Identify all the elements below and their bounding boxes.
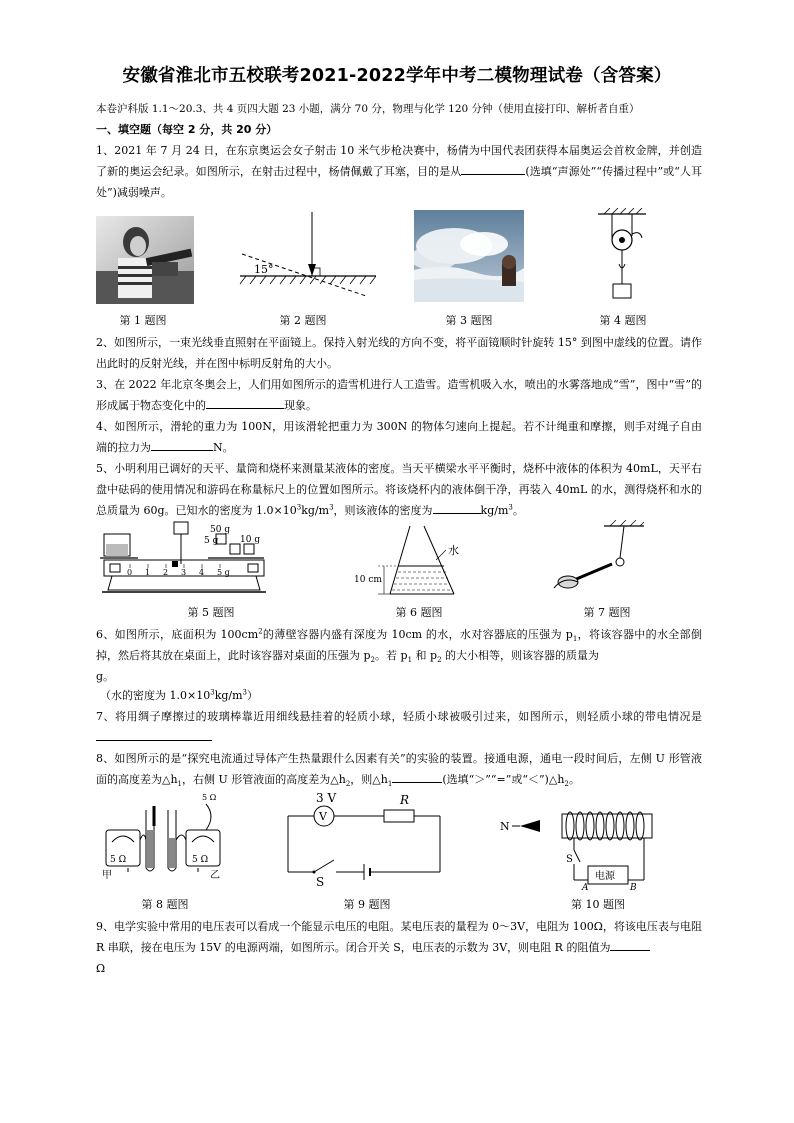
fig10-power-label: 电源 xyxy=(595,871,615,882)
figure-3-snow-machine-photo xyxy=(414,210,524,302)
fig8-label-right: 乙 xyxy=(210,870,220,880)
fig8-resistor-top: 5 Ω xyxy=(202,793,217,802)
fig5-tick-2: 2 xyxy=(163,568,169,577)
page-title: 安徽省淮北市五校联考2021-2022学年中考二模物理试卷（含答案） xyxy=(122,66,672,86)
caption-fig8: 第 8 题图 xyxy=(141,898,189,911)
question-5: 5、小明利用已调好的天平、量筒和烧杯来测量某液体的密度。当天平横梁水平平衡时，烧杯中液体的体积为 40mL，天平右盘中砝码的使用情况和游码在称量标尺上的位置如图所示。将该烧杯内的液体倒干净，再装入 40mL 的水，测得烧杯和水的总质量为 60g。已知水的密度为 $1.0\times 10^3kg/m^3$，则该液体的密度为 $kg/m^3$。 xyxy=(96,462,702,517)
caption-fig4: 第 4 题图 xyxy=(599,314,647,327)
fig9-voltage-label: 3 V xyxy=(316,791,337,805)
figure-8-heating-apparatus xyxy=(98,790,228,880)
fig9-resistor-label: R xyxy=(400,793,410,807)
section-heading: 一、填空题（每空 2 分，共 20 分） xyxy=(96,123,278,136)
fig10-terminal-b: B xyxy=(630,883,637,890)
caption-fig1: 第 1 题图 xyxy=(119,314,167,327)
figure-2-mirror-diagram xyxy=(236,210,376,300)
fig10-switch-label: S xyxy=(566,854,573,865)
caption-fig2: 第 2 题图 xyxy=(279,314,327,327)
question-8: 8、如图所示的是“探究电流通过导体产生热量跟什么因素有关”的实验的装置。接通电源，通电一段时间后，左侧 U 形管液面的高度差为$\triangle h_1$，右侧 U 形管液面的高度差为$\triangle h_2$，则$\triangle h_1$ (选填“＞”“=”或“$<”)\triangle h_2$。 xyxy=(96,752,702,789)
fig5-weight-10g: 10 g xyxy=(240,535,261,545)
intro-line: 本卷沪科版 1.1～20.3、共 4 页四大题 23 小题，满分 70 分，物理与化学 120 分钟（使用直接打印、解析者自重） xyxy=(96,103,640,115)
fig10-terminal-a: A xyxy=(582,883,589,890)
fig5-tick-4: 4 xyxy=(199,568,205,577)
fig5-weight-5g: 5 g xyxy=(204,536,219,546)
figure-1-shooter-photo xyxy=(96,216,194,304)
question-2: 2、如图所示，一束光线垂直照射在平面镜上。保持入射光线的方向不变，将平面镜顺时针旋转 15° 到图中虚线的位置。请作出此时的反射光线，并在图中标明反射角的大小。 xyxy=(96,336,702,370)
fig8-resistor-left: 5 Ω xyxy=(110,855,127,865)
caption-fig3: 第 3 题图 xyxy=(445,314,493,327)
question-3: 3、在 2022 年北京冬奥会上，人们用如图所示的造雪机进行人工造雪。造雪机吸入水，喷出的水雾落地成“雪”，图中“雪”的形成属于物态变化中的 现象。 xyxy=(96,378,702,412)
question-4: 4、如图所示，滑轮的重力为 100N，用该滑轮把重力为 300N 的物体匀速向上提起。若不计绳重和摩擦，则手对绳子自由端的拉力为 N。 xyxy=(96,420,702,454)
fig6-water-label: 水 xyxy=(448,544,459,557)
fig5-tick-3: 3 xyxy=(181,568,187,577)
fig5-weight-50g: 50 g xyxy=(210,525,231,535)
figure-7-charged-ball-diagram xyxy=(544,520,644,596)
fig5-tick-1: 1 xyxy=(145,568,151,577)
caption-fig6: 第 6 题图 xyxy=(395,606,443,619)
fig5-tick-5g: 5 g xyxy=(217,568,230,577)
fig9-meter-symbol: V xyxy=(319,810,327,823)
figure-5-balance-diagram xyxy=(98,520,270,598)
fig6-depth-label: 10 cm xyxy=(354,575,382,585)
caption-fig9: 第 9 题图 xyxy=(343,898,391,911)
caption-fig10: 第 10 题图 xyxy=(571,898,625,911)
figure-9-circuit-diagram xyxy=(284,790,444,888)
fig10-north-label: N xyxy=(500,820,510,833)
question-1: 1、2021 年 7 月 24 日，在东京奥运会女子射击 10 米气步枪决赛中，杨倩为中国代表团获得本届奥运会首枚金牌，并创造了新的奥运会纪录。如图所示，在射击过程中，杨倩佩戴了耳塞，目的是从 (选填“声源处”“传播过程中”或“人耳处”)减弱噪声。 xyxy=(96,144,702,199)
figure-6-container-diagram xyxy=(354,524,484,598)
question-6-note: （水的密度为 $1.0\times 10^3kg/m^3$） xyxy=(100,688,258,702)
fig9-switch-label: S xyxy=(316,875,325,888)
question-7: 7、将用绸子摩擦过的玻璃棒靠近用细线悬挂着的轻质小球，轻质小球被吸引过来，如图所示，则轻质小球的带电情况是 xyxy=(96,706,702,748)
caption-fig7: 第 7 题图 xyxy=(583,606,631,619)
caption-fig5: 第 5 题图 xyxy=(187,606,235,619)
figure-2-angle-label: 15° xyxy=(254,263,274,276)
question-6: 6、如图所示，底面积为 $100cm^2$的薄壁容器内盛有深度为 10cm 的水，水对容器底的压强为 $p_1$，将该容器中的水全部倒掉，然后将其放在桌面上，此时该容器对桌面的压强为 $p_2$。若 $p_1$ 和 $p_2$ 的大小相等，则该容器的质量为 g。 xyxy=(96,627,702,683)
figure-4-pulley-diagram xyxy=(594,208,650,304)
fig8-resistor-right: 5 Ω xyxy=(192,855,209,865)
fig5-tick-0: 0 xyxy=(127,568,133,577)
fig8-label-left: 甲 xyxy=(102,870,112,880)
question-9: 9、电学实验中常用的电压表可以看成一个能显示电压的电阻。某电压表的量程为 0～3V，电阻为 100Ω，将该电压表与电阻 R 串联，接在电压为 15V 的电源两端，如图所示。闭合开关 S，电压表的示数为 3V，则电阻 R 的阻值为 Ω xyxy=(96,920,702,975)
figure-10-electromagnet-diagram xyxy=(500,804,660,890)
